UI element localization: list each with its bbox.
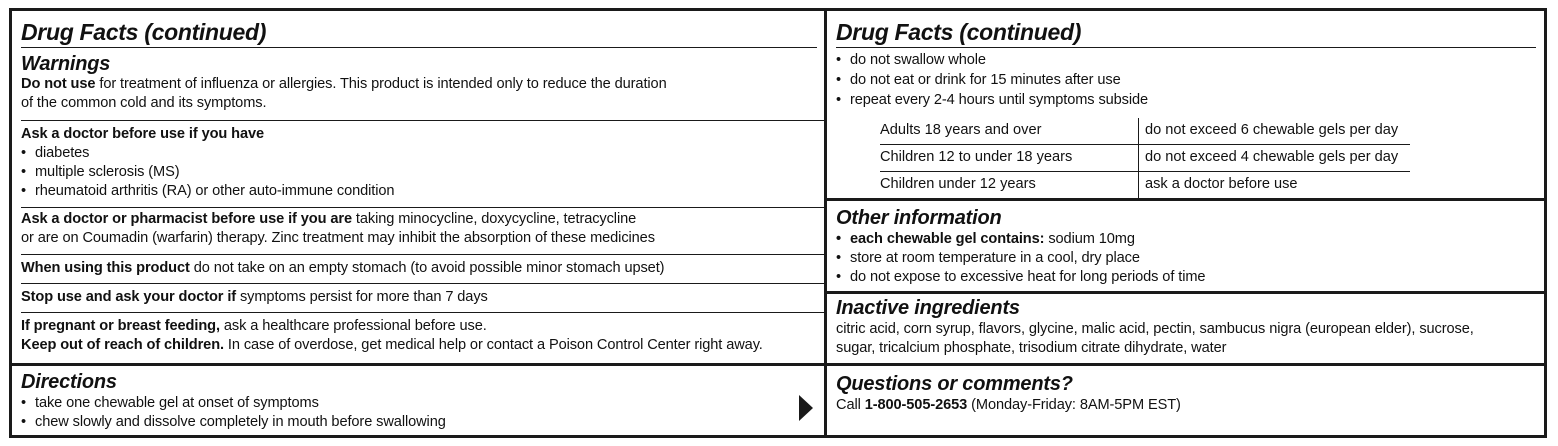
divider [21, 254, 824, 255]
other-info-text: sodium 10mg [1044, 231, 1135, 247]
ask-pharmacist-line1 [12, 210, 824, 229]
directions-item: • do not swallow whole [827, 51, 1544, 70]
pregnant-lead: If pregnant or breast feeding, [21, 318, 220, 334]
ask-doctor-heading: Ask a doctor before use if you have [21, 126, 265, 142]
do-not-use-text1: for treatment of influenza or allergies. This product is intended only to reduce the duration [95, 76, 667, 92]
ask-doctor-item: • diabetes [12, 144, 824, 163]
dosage-limit: do not exceed 4 chewable gels per day [1139, 145, 1411, 172]
section-rule [827, 363, 1544, 366]
keep-out-lead: Keep out of reach of children. [21, 337, 224, 353]
title-rule [21, 47, 817, 48]
phone-number: 1-800-505-2653 [864, 397, 968, 413]
when-using-text: do not take on an empty stomach (to avoid possible minor stomach upset) [189, 260, 665, 276]
stop-use-lead: Stop use and ask your doctor if [21, 289, 237, 305]
inactive-line2: sugar, tricalcium phosphate, trisodium citrate dihydrate, water [836, 340, 1227, 356]
left-column [12, 11, 824, 435]
other-info-lead: • each chewable gel contains: [836, 231, 1044, 247]
divider [21, 120, 824, 121]
do-not-use-line2: of the common cold and its symptoms. [21, 95, 267, 111]
inactive-line1: citric acid, corn syrup, flavors, glycine, malic acid, pectin, sambucus nigra (european elder), sucrose, [836, 321, 1474, 337]
drug-facts-panel [9, 8, 1547, 438]
pregnant-text: ask a healthcare professional before use. [219, 318, 487, 334]
questions-line [827, 396, 1544, 415]
dosage-limit: ask a doctor before use [1139, 172, 1411, 199]
ask-pharmacist-lead: Ask a doctor or pharmacist before use if you are [21, 211, 352, 227]
right-title: Drug Facts (continued) [836, 19, 1082, 45]
stop-use-line [12, 288, 824, 307]
do-not-use-lead: Do not use [21, 76, 96, 92]
other-info-item: • store at room temperature in a cool, dry place [827, 249, 1544, 268]
section-rule [827, 198, 1544, 201]
divider [21, 283, 824, 284]
divider [21, 207, 824, 208]
right-column [827, 11, 1544, 435]
questions-heading: Questions or comments? [836, 373, 1073, 395]
when-using-line [12, 259, 824, 278]
call-hours: (Monday-Friday: 8AM-5PM EST) [967, 397, 1181, 413]
other-info-heading: Other information [836, 207, 1002, 229]
inactive-heading: Inactive ingredients [836, 297, 1020, 319]
ask-pharmacist-text1: taking minocycline, doxycycline, tetracycline [351, 211, 637, 227]
stop-use-text: symptoms persist for more than 7 days [236, 289, 488, 305]
directions-item: • do not eat or drink for 15 minutes after use [827, 71, 1544, 90]
warnings-heading: Warnings [21, 53, 111, 75]
directions-item: • repeat every 2-4 hours until symptoms subside [827, 91, 1544, 110]
keep-out-line [12, 336, 824, 355]
ask-doctor-item: • rheumatoid arthritis (RA) or other auto-immune condition [12, 182, 824, 201]
ask-doctor-item: • multiple sclerosis (MS) [12, 163, 824, 182]
dosage-table [880, 118, 1410, 199]
left-title: Drug Facts (continued) [21, 19, 267, 45]
ask-pharmacist-line2: or are on Coumadin (warfarin) therapy. Zinc treatment may inhibit the absorption of these medicines [21, 230, 655, 246]
call-prefix: Call [836, 397, 865, 413]
directions-item: • take one chewable gel at onset of symptoms [12, 394, 824, 413]
directions-item: • chew slowly and dissolve completely in mouth before swallowing [12, 413, 824, 432]
do-not-use-line1 [12, 75, 824, 94]
other-info-item: • do not expose to excessive heat for long periods of time [827, 268, 1544, 287]
section-rule [827, 291, 1544, 294]
dosage-group: Adults 18 years and over [880, 118, 1139, 145]
table-row [880, 145, 1410, 172]
when-using-lead: When using this product [21, 260, 190, 276]
other-info-item [827, 230, 1544, 249]
section-rule [12, 363, 824, 366]
title-rule [836, 47, 1536, 48]
keep-out-text: In case of overdose, get medical help or contact a Poison Control Center right away. [223, 337, 763, 353]
pregnant-line [12, 317, 824, 336]
directions-heading: Directions [21, 371, 117, 393]
table-row [880, 172, 1410, 199]
dosage-group: Children 12 to under 18 years [880, 145, 1139, 172]
dosage-limit: do not exceed 6 chewable gels per day [1139, 118, 1411, 145]
divider [21, 312, 824, 313]
table-row [880, 118, 1410, 145]
continue-arrow-icon [799, 395, 813, 421]
dosage-group: Children under 12 years [880, 172, 1139, 199]
